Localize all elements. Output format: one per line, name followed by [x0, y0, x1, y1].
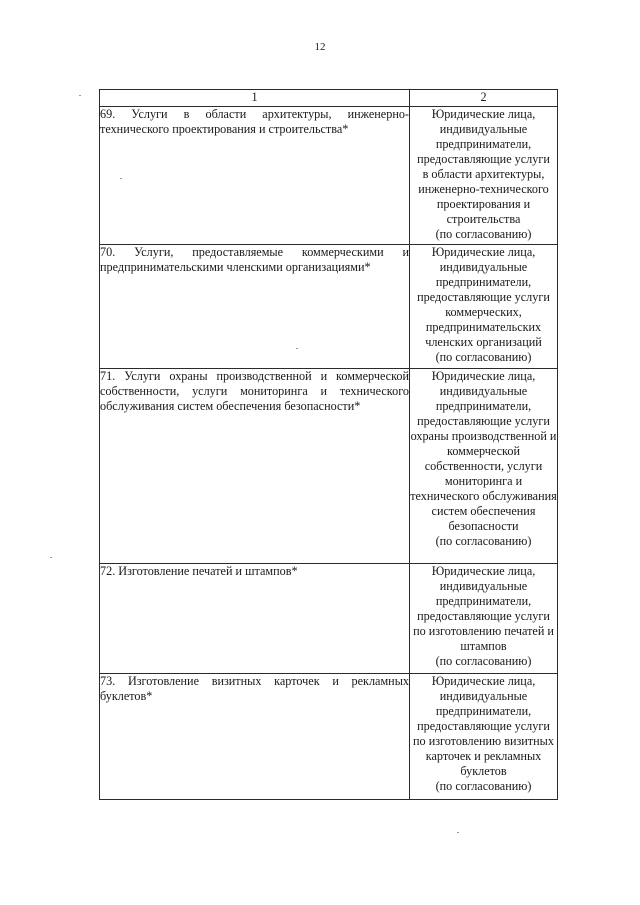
scan-speck: [79, 95, 81, 96]
scan-speck: [50, 557, 52, 558]
service-cell: 72. Изготовление печатей и штампов*: [100, 564, 410, 674]
provider-cell: Юридические лица, индивидуальные предприниматели, предоставляющие услуги в области архитектуры, инженерно-технического проектирования и строительства (по согласованию): [410, 107, 558, 245]
table-row: [100, 564, 558, 674]
table-row: [100, 245, 558, 369]
table-header-row: [100, 90, 558, 107]
service-cell: 73. Изготовление визитных карточек и рекламных буклетов*: [100, 674, 410, 800]
service-cell: 71. Услуги охраны производственной и коммерческой собственности, услуги мониторинга и технического обслуживания систем обеспечения безопасности*: [100, 369, 410, 564]
page-number: 12: [314, 41, 326, 53]
scan-speck: [296, 348, 298, 349]
column-header-2: 2: [410, 90, 558, 107]
scan-speck: [457, 832, 459, 833]
column-header-1: 1: [100, 90, 410, 107]
provider-cell: Юридические лица, индивидуальные предприниматели, предоставляющие услуги охраны производственной и коммерческой собственности, услуги мониторинга и технического обслуживания систем обеспечения безопасности (по согласованию): [410, 369, 558, 564]
service-cell: 69. Услуги в области архитектуры, инженерно-технического проектирования и строительства*: [100, 107, 410, 245]
provider-cell: Юридические лица, индивидуальные предприниматели, предоставляющие услуги коммерческих, предпринимательских членских организаций (по согласованию): [410, 245, 558, 369]
scan-speck: [120, 178, 122, 179]
service-cell: 70. Услуги, предоставляемые коммерческими и предпринимательскими членскими организациями*: [100, 245, 410, 369]
provider-cell: Юридические лица, индивидуальные предприниматели, предоставляющие услуги по изготовлению визитных карточек и рекламных буклетов (по согласованию): [410, 674, 558, 800]
table-row: [100, 674, 558, 800]
table-row: [100, 107, 558, 245]
provider-cell: Юридические лица, индивидуальные предприниматели, предоставляющие услуги по изготовлению печатей и штампов (по согласованию): [410, 564, 558, 674]
table-row: [100, 369, 558, 564]
services-table: [99, 89, 558, 800]
